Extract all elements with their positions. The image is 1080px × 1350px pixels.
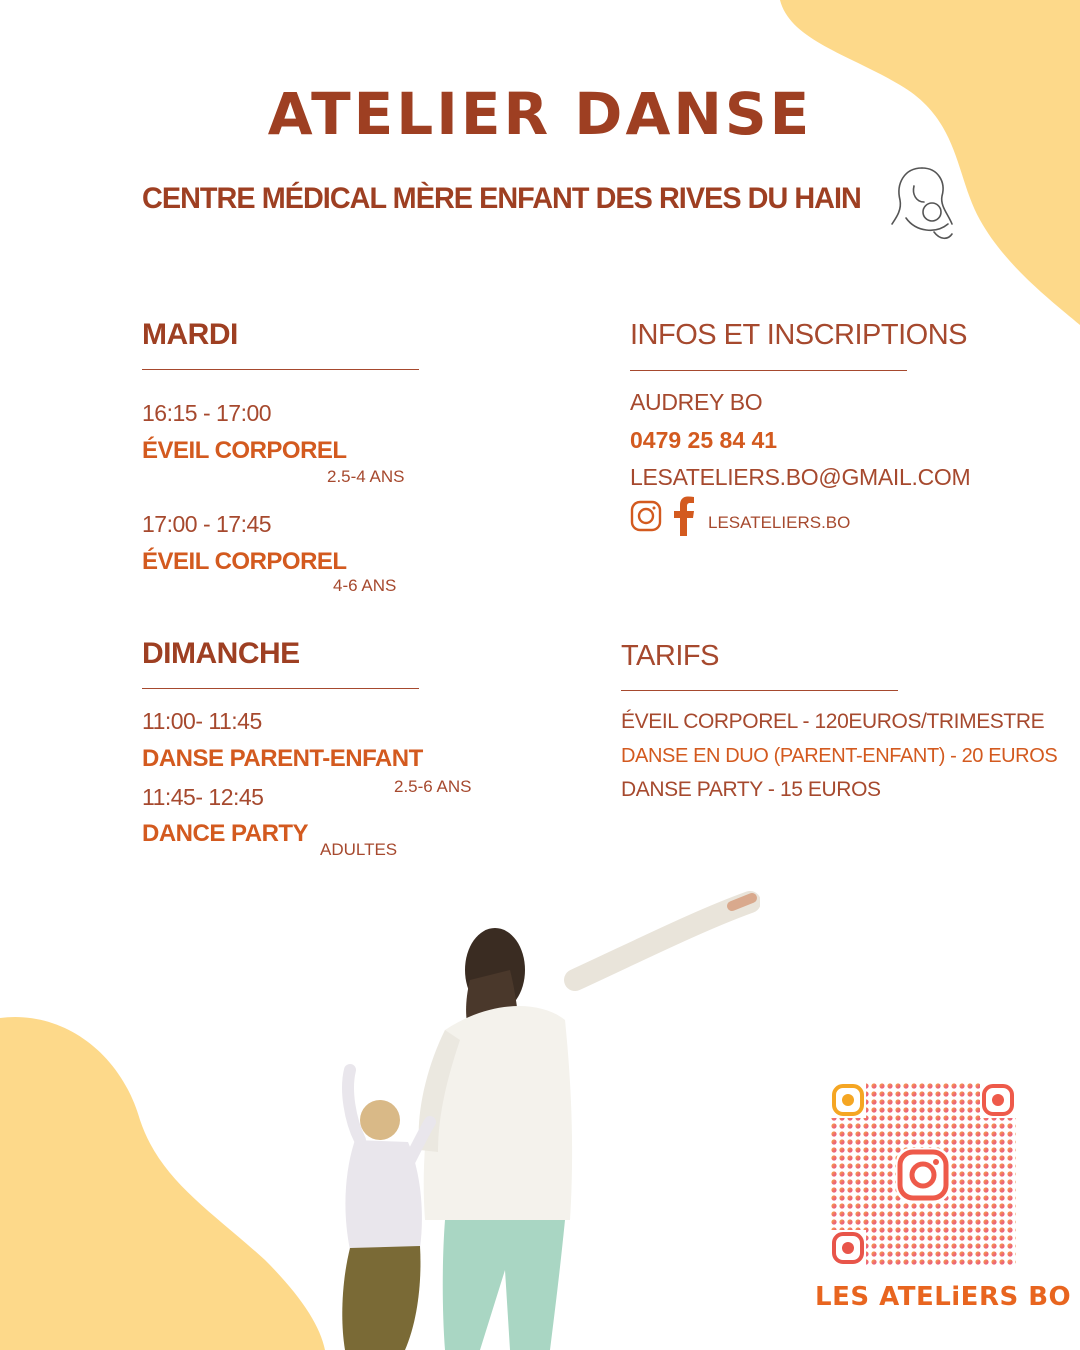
session-activity: ÉVEIL CORPOREL — [142, 548, 347, 575]
facebook-icon[interactable] — [672, 496, 696, 536]
session-age: ADULTES — [320, 840, 398, 859]
session-age: 2.5-6 ANS — [394, 777, 472, 796]
session-time: 11:45- 12:45 — [142, 784, 264, 810]
session-time: 16:15 - 17:00 — [142, 400, 272, 426]
tarif-item: DANSE PARTY - 15 EUROS — [621, 778, 881, 801]
day-heading-mardi: MARDI — [142, 318, 238, 351]
contact-email[interactable]: LESATELIERS.BO@GMAIL.COM — [630, 464, 971, 490]
mother-child-icon — [882, 162, 958, 244]
infos-heading: INFOS ET INSCRIPTIONS — [630, 319, 968, 351]
session-activity: DANSE PARENT-ENFANT — [142, 745, 423, 772]
day-heading-dimanche: DIMANCHE — [142, 637, 300, 670]
tarif-item: DANSE EN DUO (PARENT-ENFANT) - 20 EUROS — [621, 745, 1058, 767]
session-age: 4-6 ANS — [333, 576, 397, 595]
contact-name: AUDREY BO — [630, 389, 763, 415]
contact-phone[interactable]: 0479 25 84 41 — [630, 427, 778, 453]
tarif-item: ÉVEIL CORPOREL - 120EUROS/TRIMESTRE — [621, 710, 1045, 733]
divider — [621, 690, 898, 691]
session-activity: ÉVEIL CORPOREL — [142, 437, 347, 464]
divider — [630, 370, 907, 371]
social-links — [630, 496, 850, 536]
page-subtitle: CENTRE MÉDICAL MÈRE ENFANT DES RIVES DU HAIN — [142, 182, 861, 215]
session-age: 2.5-4 ANS — [327, 467, 405, 486]
social-handle[interactable]: LESATELIERS.BO — [708, 513, 851, 532]
divider — [142, 369, 419, 370]
instagram-icon[interactable] — [630, 500, 662, 532]
session-time: 17:00 - 17:45 — [142, 511, 272, 537]
qr-code-icon[interactable] — [830, 1082, 1016, 1266]
divider — [142, 688, 419, 689]
brand-logo-text: LES ATELiERS BO — [815, 1282, 1072, 1312]
page-title: ATELIER DANSE — [267, 80, 813, 148]
session-time: 11:00- 11:45 — [142, 708, 262, 734]
tarifs-heading: TARIFS — [621, 640, 719, 672]
mother-child-dancing-photo — [320, 890, 760, 1350]
session-activity: DANCE PARTY — [142, 820, 309, 847]
bottom-left-blob — [0, 1010, 360, 1350]
